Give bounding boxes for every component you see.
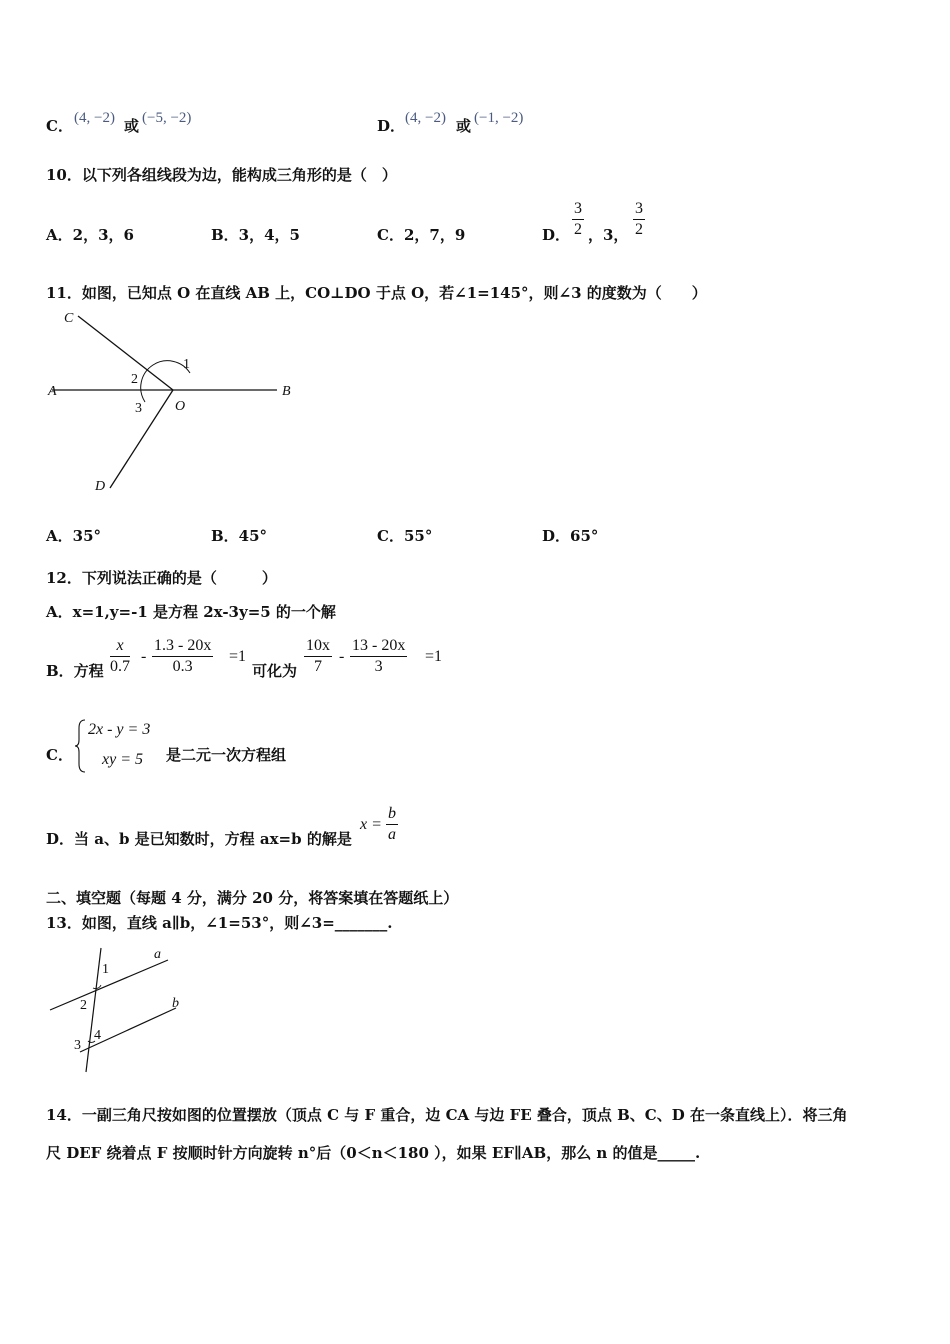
q11-label-angle-2: 2 xyxy=(131,372,138,387)
q12-b-f2-num: 1.3 - 20x xyxy=(152,636,213,657)
q11-label-b: B xyxy=(282,384,291,399)
section-2-heading: 二、填空题（每题 4 分，满分 20 分，将答案填在答题纸上） xyxy=(46,889,459,907)
q10-stem: 10．以下列各组线段为边，能构成三角形的是（ ） xyxy=(46,166,397,184)
q9-c-label: C． xyxy=(46,117,73,135)
q14-line-2: 尺 DEF 绕着点 F 按顺时针方向旋转 n°后（0＜n＜180 ），如果 EF∥AB，那么 n 的值是_____. xyxy=(46,1144,701,1162)
q12-b-minus-1: - xyxy=(141,648,147,665)
q12-c-brace xyxy=(74,718,88,774)
q11-label-d: D xyxy=(95,479,106,494)
q13-label-angle-2: 2 xyxy=(80,998,87,1013)
q12-b-f4-num: 13 - 20x xyxy=(350,636,407,657)
q12-b-minus-2: - xyxy=(339,648,345,665)
q12-d-x: x = xyxy=(360,816,382,833)
q11-ray-oc xyxy=(78,316,173,390)
q10-d-f2-den: 2 xyxy=(635,221,643,238)
q13-label-a: a xyxy=(154,947,161,962)
q10-d-f2-num: 3 xyxy=(633,199,645,220)
q11-label-angle-1: 1 xyxy=(183,357,190,372)
q13-figure xyxy=(44,938,194,1078)
q13-label-angle-4: 4 xyxy=(94,1028,101,1043)
q13-stem: 13．如图，直线 a∥b，∠1=53°，则∠3=_______. xyxy=(46,914,393,932)
q12-c-equation-1: 2x - y = 3 xyxy=(88,721,151,738)
q11-label-o: O xyxy=(175,399,186,414)
q12-b-f3-num: 10x xyxy=(304,636,332,657)
q12-d-den: a xyxy=(388,826,396,843)
q9-d-coord-a: (4, −2) xyxy=(405,110,446,126)
q10-d-f1-den: 2 xyxy=(574,221,582,238)
q9-c-or: 或 xyxy=(124,117,140,135)
q12-b-f4-den: 3 xyxy=(374,658,383,675)
q11-option-a: A．35° xyxy=(46,527,102,545)
q10-d-fraction-2 xyxy=(633,199,645,240)
q9-d-coord-b: (−1, −2) xyxy=(474,110,524,126)
q10-d-mid: ，3， xyxy=(588,226,629,244)
q11-option-b: B．45° xyxy=(211,527,268,545)
q12-b-equals-2: =1 xyxy=(425,648,443,665)
q12-b-f1-den: 0.7 xyxy=(110,658,130,675)
q10-d-label: D． xyxy=(542,226,571,244)
q12-b-label: B．方程 xyxy=(46,662,104,680)
q10-option-b: B．3，4，5 xyxy=(211,226,300,244)
q12-c-label: C． xyxy=(46,746,73,764)
q12-b-mid: 可化为 xyxy=(252,662,298,680)
q12-d-text: D．当 a、b 是已知数时，方程 ax=b 的解是 xyxy=(46,830,352,848)
q9-d-or: 或 xyxy=(456,117,472,135)
q13-label-b: b xyxy=(172,996,179,1011)
q12-b-f2-den: 0.3 xyxy=(172,658,193,675)
q12-c-text: 是二元一次方程组 xyxy=(166,746,287,764)
q12-b-fraction-4 xyxy=(350,636,407,677)
q13-label-angle-1: 1 xyxy=(102,962,109,977)
q12-option-a: A．x=1,y=-1 是方程 2x-3y=5 的一个解 xyxy=(46,603,336,621)
q12-d-fraction xyxy=(386,804,398,845)
q11-option-c: C．55° xyxy=(377,527,433,545)
q14-line-1: 14．一副三角尺按如图的位置摆放（顶点 C 与 F 重合，边 CA 与边 FE 叠合，顶点 B、C、D 在一条直线上）．将三角 xyxy=(46,1106,848,1124)
q9-c-coord-a: (4, −2) xyxy=(74,110,115,126)
q12-stem: 12．下列说法正确的是（ ） xyxy=(46,569,277,587)
q13-transversal xyxy=(86,948,101,1072)
q10-option-c: C．2，7，9 xyxy=(377,226,466,244)
q9-c-coord-b: (−5, −2) xyxy=(142,110,192,126)
q12-b-fraction-2 xyxy=(152,636,213,677)
q11-figure xyxy=(40,306,310,502)
q12-c-equation-2: xy = 5 xyxy=(102,751,143,768)
q11-label-angle-3: 3 xyxy=(135,401,142,416)
q11-option-d: D．65° xyxy=(542,527,599,545)
q9-d-label: D． xyxy=(377,117,406,135)
q11-stem: 11．如图，已知点 O 在直线 AB 上，CO⊥DO 于点 O，若∠1=145°，则∠3 的度数为（ ） xyxy=(46,284,707,302)
q11-label-a: A xyxy=(48,384,57,399)
q13-label-angle-3: 3 xyxy=(74,1038,81,1053)
q12-b-fraction-3 xyxy=(304,636,332,677)
q11-label-c: C xyxy=(64,311,74,326)
q13-line-a xyxy=(50,960,168,1010)
q12-d-num: b xyxy=(386,804,398,825)
q12-b-f3-den: 7 xyxy=(314,658,322,675)
q12-b-f1-num: x xyxy=(110,636,130,657)
q12-b-equals-1: =1 xyxy=(229,648,247,665)
q10-d-fraction-1 xyxy=(572,199,584,240)
q10-d-f1-num: 3 xyxy=(572,199,584,220)
q10-option-a: A．2，3，6 xyxy=(46,226,134,244)
q12-b-fraction-1 xyxy=(110,636,130,677)
